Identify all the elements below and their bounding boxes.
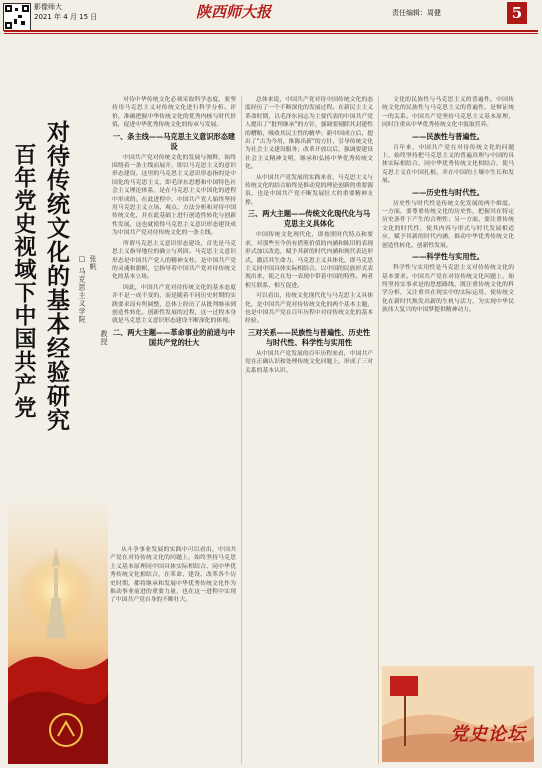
school-label: 影像师大 — [34, 3, 62, 11]
page-number: 5 — [507, 2, 527, 24]
issue-date: 2021 年 4 月 15 日 — [34, 13, 98, 21]
article-title-line2: 百年党史视域下中国共产党 — [11, 143, 37, 419]
paragraph: 总体来说，中国共产党对待中国传统文化的态度经历了一个不断深化的发展过程。在新民主主义革命时期，以毛泽东同志为主要代表的中国共产党人提出了“批判继承”的方针，强调要剔除其封建性的糟粕，吸收其民主性的精华；新中国成立后，提出了“古为今用，推陈出新”的方针，引导传统文化为社会主义建设服务；改革开放以后，强调要建设社会主义精神文明，继承和弘扬中华优秀传统文化。 — [245, 97, 373, 171]
section-heading: 三、两大主题——传统文化现代化与马克思主义具体化 — [247, 209, 371, 229]
paragraph: 从斗争事业发展的实践中可以看出，中国共产党在对待传统文化的问题上，始终坚持马克思主义基本原理同中国具体实际相结合、同中华优秀传统文化相结合，在革命、建设、改革各个历史时期，都将继承和发展中华优秀传统文化作为推动事业前进的重要力量，也在这一进程中实现了中国共产党自身的不断壮大。 — [110, 547, 236, 604]
column-divider — [241, 96, 242, 764]
decorative-illustration — [8, 498, 108, 764]
paragraph: 科学性与实用性是马克思主义对待传统文化的基本要求。中国共产党在对待传统文化问题上，始终坚持实事求是的思想路线，既注重传统文化的科学分析，又注重其在现实中的实际运用，使传统文化在新时代焕发出新的生机与活力，为实现中华民族伟大复兴的中国梦提供精神动力。 — [382, 265, 514, 314]
paragraph: 文化的民族性与马克思主义的普遍性。中国传统文化的民族性与马克思主义的普遍性，是辩证统一的关系。中国共产党坚持马克思主义基本原理，同时注重从中华优秀传统文化中汲取营养。 — [382, 97, 514, 129]
paragraph: 历史性与时代性是传统文化发展的两个维度。一方面，要尊重传统文化的历史性，把握其在特定历史条件下产生的合理性；另一方面，要注重传统文化的时代性，使其内容与形式与时代发展相适应，赋予其新的时代内涵，推动中华优秀传统文化创造性转化、创新性发展。 — [382, 200, 514, 249]
subsection-heading: ——历史性与时代性。 — [412, 187, 484, 197]
paragraph: 可以看出，传统文化现代化与马克思主义具体化，是中国共产党对待传统文化的两个基本主题，也是中国共产党在百年历程中对待传统文化的基本经验。 — [245, 293, 373, 325]
author-name: 张帆 — [89, 255, 97, 271]
banner-title: 党史论坛 — [450, 724, 526, 745]
header-rule — [4, 30, 538, 32]
paragraph: 所谓马克思主义意识形态建设，首先是马克思主义指导地位的确立与巩固。马克思主义意识形态是中国共产党人的精神支柱，是中国共产党的灵魂和旗帜，它指导着中国共产党对待传统文化的基本立场。 — [112, 240, 236, 281]
paragraph: 因此，中国共产党对待传统文化的基本态度并不是一成不变的，而是随着不同历史时期的实践要求而有所调整，总体上经历了从批判继承到创造性转化、创新性发展的过程，这一过程本身就是马克思主义意识形态建设不断深化的体现。 — [112, 284, 236, 325]
section-heading: 三对关系——民族性与普遍性、历史性与时代性、科学性与实用性 — [247, 327, 371, 347]
qr-code-icon — [3, 3, 31, 31]
paragraph: 百年来，中国共产党在对待传统文化的问题上，始终坚持把马克思主义的普遍真理与中国的具体实际相结合，同中华优秀传统文化相结合，使马克思主义在中国扎根，并在中国的土壤中生长和发展。 — [382, 144, 514, 185]
article-title-line1: 对待传统文化的基本经验研究 — [43, 120, 70, 432]
paragraph: 中国传统文化现代化，即按照时代特点和要求，对那些至今仍有借鉴价值的内涵和陈旧的表现形式加以改造，赋予其新的时代内涵和现代表达形式，激活其生命力。马克思主义具体化，即马克思主义同中国具体实际相结合，以中国的民族形式表现出来，使之在每一表现中带着中国的特性。两者相互联系、相互促进。 — [245, 232, 373, 289]
section-heading: 二、两大主题——革命事业的前进与中国共产党的壮大 — [112, 327, 236, 347]
subsection-heading: ——科学性与实用性。 — [412, 252, 484, 262]
section-heading: 一、条主线——马克思主义意识形态建设 — [112, 131, 236, 151]
paragraph: 对待中华传统文化必须采取科学态度。要坚持用马克思主义对传统文化进行科学分析、评价，准确把握中华传统文化的优秀内核与时代价值，促进中华优秀传统文化的传承与发展。 — [112, 97, 236, 129]
paragraph: 从中国共产党发展的实践来看，马克思主义与传统文化的结合始终是推动党的理论创新的重要源泉，也是中国共产党不断发展壮大的重要精神支撑。 — [245, 174, 373, 206]
article-column-4 — [382, 96, 514, 648]
article-column-3 — [245, 96, 373, 764]
header-left — [34, 2, 97, 22]
article-column-2 — [110, 546, 236, 764]
header-rule-thin — [4, 33, 538, 34]
column-divider — [378, 96, 379, 764]
paragraph: 中国共产党对传统文化的发展与阐释，始终围绕着一条主线而展开，即以马克思主义的意识形态建设。这里的马克思主义意识形态指的是中国化的马克思主义，即毛泽东思想和中国特色社会主义理论体系，是在马克思主义中国化的进程中形成的。在此进程中，中国共产党人始终坚持用马克思主义立场、观点、方法分析和对待中国传统文化，并在此基础上进行创造性转化与创新性发展，这也就使得马克思主义意识形态建设成为中国共产党对待传统文化的一条主线。 — [112, 154, 236, 237]
author-title: 教授 — [100, 330, 108, 346]
column-banner — [382, 666, 534, 762]
paragraph: 从中国共产党发展的百年历程来看，中国共产党在正确认识和处理传统文化问题上，形成了三对关系的基本认识。 — [245, 350, 373, 374]
author-unit: □ 马克思主义学院 — [78, 255, 86, 324]
editor-credit: 责任编辑：周健 — [392, 9, 441, 17]
newspaper-masthead: 陕西师大报 — [196, 3, 272, 21]
article-column-1 — [112, 96, 236, 532]
subsection-heading: ——民族性与普遍性。 — [412, 131, 484, 141]
